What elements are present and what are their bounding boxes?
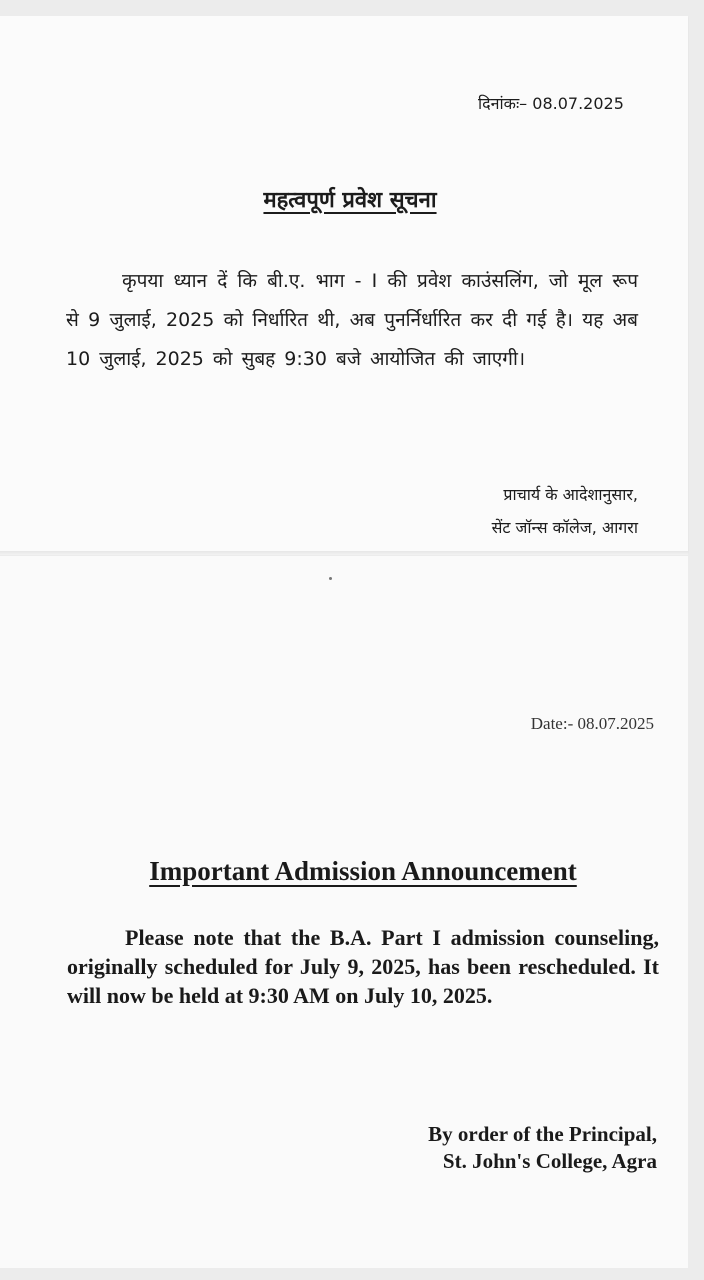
english-notice-body: Please note that the B.A. Part I admission counseling, originally scheduled for July 9, 2025, has been rescheduled. It will now be held at 9:30 AM on July 10, 2025. (67, 925, 659, 1008)
paper-fold (0, 551, 688, 555)
english-signature-line-1: By order of the Principal, (428, 1122, 657, 1146)
english-signature-line-2: St. John's College, Agra (442, 1149, 657, 1173)
english-notice-title: Important Admission Announcement (149, 856, 577, 886)
paper-speck (329, 577, 332, 580)
hindi-notice-date: दिनांकः– 08.07.2025 (478, 94, 624, 113)
hindi-signature-line-2: सेंट जॉन्स कॉलेज, आगरा (491, 518, 638, 537)
hindi-notice-title: महत्वपूर्ण प्रवेश सूचना (263, 188, 437, 213)
english-notice-signature (330, 1121, 657, 1175)
hindi-signature-line-1: प्राचार्य के आदेशानुसार, (503, 485, 638, 504)
hindi-notice-body: कृपया ध्यान दें कि बी.ए. भाग - I की प्रवेश काउंसलिंग, जो मूल रूप से 9 जुलाई, 2025 को निर्धारित थी, अब पुनर्निर्धारित कर दी गई है। यह अब 10 जुलाई, 2025 को सुबह 9:30 बजे आयोजित की जाएगी। (66, 270, 638, 370)
hindi-notice-signature (380, 478, 638, 544)
english-notice-date: Date:- 08.07.2025 (530, 714, 654, 733)
